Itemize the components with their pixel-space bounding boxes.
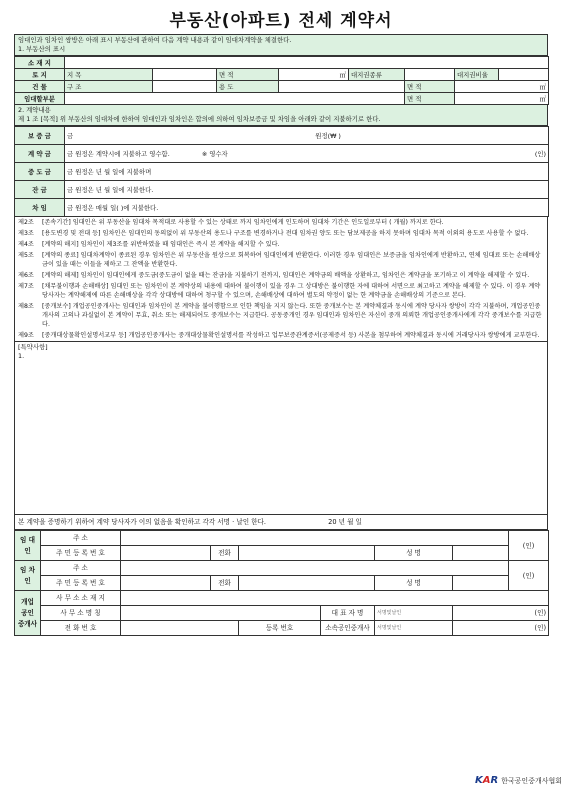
section2-heading: 2. 계약내용	[18, 106, 51, 114]
intro-line: 임대인과 임차인 쌍방은 아래 표시 부동산에 관하여 다음 계약 내용과 같이 임대차계약을 체결한다.	[18, 36, 292, 44]
clause-number: 제2조	[18, 219, 34, 226]
special-terms-area[interactable]	[14, 342, 548, 515]
lessee-rrn-field[interactable]	[121, 576, 211, 591]
lease-area-label: 면 적	[405, 93, 455, 105]
lessor-seal[interactable]: (인)	[509, 531, 549, 561]
structure-field[interactable]	[153, 81, 217, 93]
association-logo	[475, 775, 562, 786]
lessor-name-field[interactable]	[453, 546, 509, 561]
lessee-name-label: 성 명	[375, 576, 453, 591]
lessor-address-label: 주 소	[41, 531, 121, 546]
special-terms-label: [특약사항]	[18, 343, 48, 351]
lessee-name-field[interactable]	[453, 576, 509, 591]
location-field[interactable]	[65, 57, 549, 69]
lessee-rrn-label: 주 민 등 록 번 호	[41, 576, 121, 591]
representative-stamp-hint[interactable]: 서명및날인	[375, 606, 453, 621]
clause-text: [용도변경 및 전대 등] 임차인은 임대인의 동의없이 위 부동산의 용도나 구조를 변경하거나 전대 임차권 양도 또는 담보제공을 하지 못하며 임대차 목적 이외의 용도로 사용할 수 없다.	[42, 230, 529, 237]
lease-area-unit[interactable]: ㎡	[455, 93, 549, 105]
reg-no-label: 등록 번호	[239, 621, 321, 636]
signature-statement	[14, 515, 548, 530]
receiver-label: ※ 영수자	[201, 149, 228, 158]
clause-item	[15, 228, 547, 239]
contract-deposit-field[interactable]	[65, 145, 549, 163]
clause-item	[15, 281, 547, 301]
lessor-rrn-label: 주 민 등 록 번 호	[41, 546, 121, 561]
lessee-phone-label: 전화	[211, 576, 239, 591]
office-address-field[interactable]	[121, 591, 549, 606]
middle-payment-field[interactable]: 금 원정은 년 월 일에 지불하며	[65, 163, 549, 181]
deposit-currency: 금	[67, 131, 74, 140]
lessor-phone-field[interactable]	[239, 546, 375, 561]
clause-text: [채무불이행과 손해배상] 임대인 또는 임차인이 본 계약상의 내용에 대하여 불이행이 있을 경우 그 상대방은 불이행한 자에 대하여 서면으로 최고하고 계약을 해제할 수 있다. 이 경우 계약 당사자는 계약해제에 따른 손해배상을 각각 상대방에 대하여 청구할 수 있으며, 손해배상에 대하여 별도의 약정이 없는 한 계약금을 손해배상의 기준으로 본다.	[42, 283, 541, 299]
clause-number: 제5조	[18, 252, 34, 259]
lease-part-field[interactable]	[65, 93, 405, 105]
lessor-address-field[interactable]	[121, 531, 509, 546]
clause-text: [계약의 종료] 임대차계약이 종료된 경우 임차인은 위 부동산을 원상으로 회복하여 임대인에게 반환한다. 이러한 경우 임대인은 보증금을 임차인에게 반환하고, 연체 임대료 또는 손해배상금이 있을 때는 이들을 제하고 그 잔액을 반환한다.	[42, 252, 541, 268]
agent-member-seal[interactable]: (인)	[453, 621, 549, 636]
rent-field[interactable]: 금 원정은 매월 일( )에 지불한다.	[65, 199, 549, 217]
clause-item	[15, 330, 547, 341]
contract-date[interactable]: 20 년 월 일	[328, 518, 362, 526]
lessor-rrn-field[interactable]	[121, 546, 211, 561]
deposit-amount: 원정(₩ )	[315, 131, 341, 140]
money-table	[14, 126, 549, 217]
deposit-field[interactable]	[65, 127, 549, 145]
office-tel-label: 전 화 번 호	[41, 621, 121, 636]
use-field[interactable]	[279, 81, 405, 93]
clause-number: 제9조	[18, 332, 34, 339]
association-name: 한국공인중개사협회	[501, 776, 562, 785]
building-area-label: 면 적	[405, 81, 455, 93]
office-name-field[interactable]	[121, 606, 321, 621]
property-table	[14, 56, 549, 105]
land-area-label: 면 적	[217, 69, 279, 81]
clause-number: 제7조	[18, 283, 34, 290]
section1-heading: 1. 부동산의 표시	[18, 45, 66, 53]
representative-seal[interactable]: (인)	[453, 606, 549, 621]
structure-label: 구 조	[65, 81, 153, 93]
clause-number: 제6조	[18, 272, 34, 279]
lessor-phone-label: 전화	[211, 546, 239, 561]
lessor-name-label: 성 명	[375, 546, 453, 561]
clause-item	[15, 270, 547, 281]
office-address-label: 사 무 소 소 재 지	[41, 591, 121, 606]
clause-text: [중개보수] 개업공인중개사는 임대인과 임차인이 본 계약을 불이행함으로 인한 책임을 지지 않는다. 또한 중개보수는 본 계약체결과 동시에 계약 당사자 쌍방이 각각 지불하며, 개업공인중개사의 고의나 과실없이 본 계약이 무효, 취소 또는 해제되어도 중개보수는 지급한다. 공동중개인 경우 임대인과 임차인은 자신이 중개 의뢰한 개업공인중개사에게 각각 중개보수를 지급한다.	[42, 303, 542, 328]
land-label: 토 지	[15, 69, 65, 81]
location-label: 소 재 지	[15, 57, 65, 69]
land-type-field[interactable]	[153, 69, 217, 81]
clause-item	[15, 301, 547, 330]
clause-text: [중개대상물확인설명서교부 등] 개업공인중개사는 중개대상물확인설명서를 작성하고 업무보증관계증서(공제증서 등) 사본을 첨부하여 계약체결과 동시에 거래당사자 쌍방에게 교부한다.	[42, 332, 540, 339]
lessee-seal[interactable]: (인)	[509, 561, 549, 591]
receiver-seal: (인)	[534, 149, 546, 158]
kar-logo-icon: KAR	[474, 775, 499, 786]
lessee-address-field[interactable]	[121, 561, 509, 576]
office-name-label: 사 무 소 명 칭	[41, 606, 121, 621]
agent-label: 개업 공인 중개사	[15, 591, 41, 636]
agent-member-label: 소속공인중개사	[321, 621, 375, 636]
clause-number: 제4조	[18, 241, 34, 248]
lease-part-label: 임대할부분	[15, 93, 65, 105]
clause-text: [계약의 해지] 임차인이 제3조를 위반하였을 때 임대인은 즉시 본 계약을 해지할 수 있다.	[42, 241, 280, 248]
lessee-phone-field[interactable]	[239, 576, 375, 591]
building-area-unit[interactable]: ㎡	[455, 81, 549, 93]
deposit-label: 보 증 금	[15, 127, 65, 145]
lessee-label: 임 차 인	[15, 561, 41, 591]
rent-label: 차 임	[15, 199, 65, 217]
clause-text: [존속기간] 임대인은 위 부동산을 임대차 목적대로 사용할 수 있는 상태로 까지 임차인에게 인도하며 임대차 기간은 인도일로부터 ( 개월) 까지로 한다.	[42, 219, 444, 226]
contract-deposit-label: 계 약 금	[15, 145, 65, 163]
representative-label: 대 표 자 명	[321, 606, 375, 621]
land-right-ratio-field[interactable]	[499, 69, 549, 81]
intro-text	[14, 34, 548, 56]
balance-label: 잔 금	[15, 181, 65, 199]
contract-page	[14, 8, 548, 636]
middle-payment-label: 중 도 금	[15, 163, 65, 181]
agent-member-stamp-hint[interactable]: 서명및날인	[375, 621, 453, 636]
special-terms-first-item: 1.	[18, 352, 25, 360]
land-type-label: 지 목	[65, 69, 153, 81]
clause-item	[15, 239, 547, 250]
land-area-unit[interactable]: ㎡	[279, 69, 349, 81]
parties-table	[14, 530, 549, 636]
building-label: 건 물	[15, 81, 65, 93]
land-right-type-field[interactable]	[405, 69, 455, 81]
balance-field[interactable]: 금 원정은 년 월 일에 지불한다.	[65, 181, 549, 199]
clause-number: 제3조	[18, 230, 34, 237]
land-right-ratio-label: 대지권비율	[455, 69, 499, 81]
lessor-label: 임 대 인	[15, 531, 41, 561]
clause-item	[15, 217, 547, 228]
clause-item	[15, 250, 547, 270]
use-label: 용 도	[217, 81, 279, 93]
signature-text: 본 계약을 증명하기 위하여 계약 당사자가 이의 없음을 확인하고 각각 서명 · 날인 한다.	[18, 518, 267, 526]
land-right-type-label: 대지권종류	[349, 69, 405, 81]
section2	[14, 105, 548, 126]
lessee-address-label: 주 소	[41, 561, 121, 576]
clause-text: [계약의 해제] 임차인이 임대인에게 중도금(중도금이 없을 때는 잔금)을 지불하기 전까지, 임대인은 계약금의 배액을 상환하고, 임차인은 계약금을 포기하고 이 계약을 해제할 수 있다.	[42, 272, 530, 279]
clause-number: 제8조	[18, 303, 34, 310]
contract-deposit-text: 금 원정은 계약시에 지불하고 영수함.	[67, 149, 170, 158]
article1-text: 제 1 조 [목적] 위 부동산의 임대차에 한하여 임대인과 임차인은 합의에 의하여 임차보증금 및 차임을 아래와 같이 지불하기로 한다.	[18, 115, 381, 123]
office-tel-field[interactable]	[121, 621, 239, 636]
page-title: 부동산(아파트) 전세 계약서	[169, 11, 393, 31]
clause-list	[14, 217, 548, 342]
